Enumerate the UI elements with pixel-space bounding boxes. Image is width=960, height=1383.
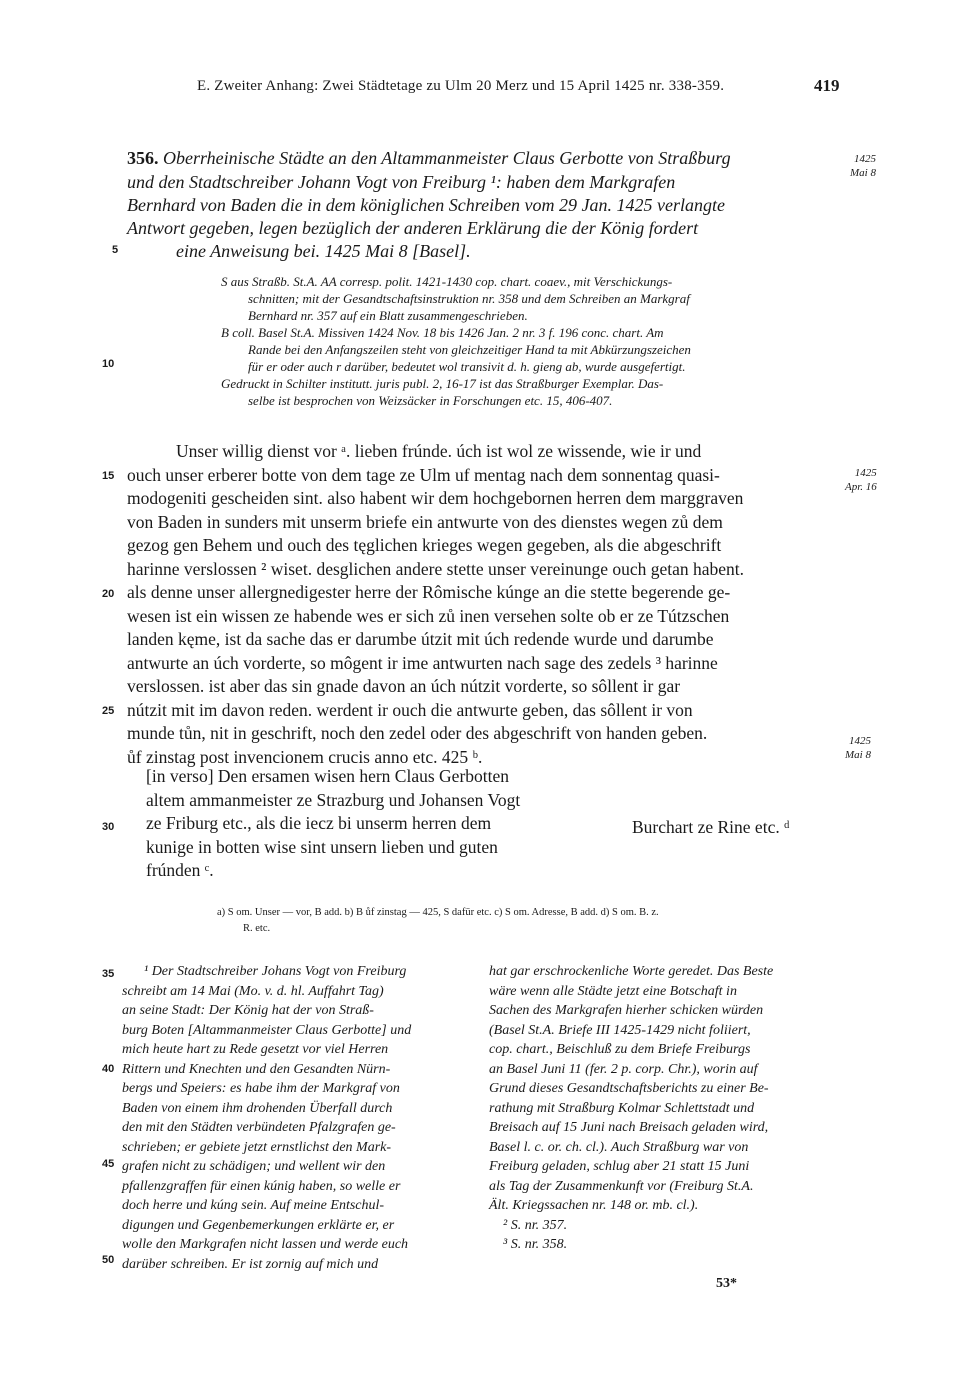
- footnotes-right: [489, 962, 773, 1255]
- footnote-line: ¹ Der Stadtschreiber Johans Vogt von Freiburg: [144, 964, 407, 979]
- footnote-line: schreibt am 14 Mai (Mo. v. d. hl. Auffahrt Tag): [122, 983, 384, 999]
- doc-heading-line-1: 356. Oberrheinische Städte an den Altammanmeister Claus Gerbotte von Straßburg: [127, 148, 731, 168]
- body-line: ůf zinstag post invencionem crucis anno etc. 425 ᵇ.: [127, 746, 483, 767]
- doc-heading-line-3: Bernhard von Baden die in dem königlichen Schreiben vom 29 Jan. 1425 verlangte: [127, 195, 726, 215]
- footnote-line: digungen und Gegenbemerkungen erklärte er, er: [122, 1217, 395, 1233]
- doc-number: 356.: [127, 148, 159, 168]
- line-number: 15: [102, 470, 115, 482]
- footnote-line: den mit den Städten verbündeten Pfalzgrafen ge-: [122, 1120, 396, 1135]
- doc-heading-line-2: und den Stadtschreiber Johann Vogt von Freiburg ¹: haben dem Markgrafen: [127, 172, 676, 192]
- footnotes-left: [122, 962, 411, 1274]
- body-date-margin-1: 1425 Apr. 16: [845, 467, 877, 493]
- footnote-line: schrieben; er gebiete jetzt ernstlichst den Mark-: [122, 1139, 392, 1155]
- address-block: [146, 765, 520, 883]
- body-line: modogeniti gescheiden sint. also habent wir dem hochgebornen herren dem marggraven: [127, 488, 744, 508]
- footnote-line: wolle den Markgrafen nicht lassen und werde euch: [122, 1237, 409, 1252]
- body-line: verslossen. ist aber das sin gnade davon an úch nútzit vorderte, so sôllent ir gar: [127, 676, 681, 696]
- source-line: Gedruckt in Schilter institutt. juris publ. 2, 16-17 ist das Straßburger Exemplar. Das-: [221, 376, 664, 391]
- body-line: von Baden in sunders mit unserm briefe ein antwurte von des dienstes wegen zů dem: [127, 511, 723, 532]
- footnote-line: darüber schreiben. Er ist zornig auf mich und: [122, 1256, 379, 1272]
- body-line: gezog gen Behem und ouch des tęglichen krieges wegen gegeben, als die abgeschrift: [127, 535, 722, 555]
- running-title: E. Zweiter Anhang: Zwei Städtetage zu Ulm 20 Merz und 15 April 1425 nr. 338-359.: [197, 78, 725, 94]
- body-date-margin-2: 1425 Mai 8: [845, 735, 871, 761]
- footnote-line: grafen nicht zu schädigen; und wellent wir den: [122, 1159, 386, 1174]
- footnote-line: Rittern und Knechten und den Gesandten Nürn-: [122, 1061, 391, 1077]
- line-number: 20: [102, 588, 115, 600]
- line-number: 10: [102, 358, 115, 370]
- doc-heading-line-5: eine Anweisung bei. 1425 Mai 8 [Basel].: [176, 241, 471, 261]
- source-line: S aus Straßb. St.A. AA corresp. polit. 1421-1430 cop. chart. coaev., mit Verschickungs-: [221, 274, 673, 289]
- body-line: harinne verslossen ² wiset. desglichen andere stette unser vereinunge ouch getan habent.: [127, 558, 745, 579]
- footnote-line: pfallenzgraffen für einen kúnig haben, so welle er: [122, 1178, 401, 1194]
- source-line: schnitten; mit der Gesandtschaftsinstruktion nr. 358 und dem Schreiben an Markgraf: [248, 291, 690, 306]
- footnote-line: Sachen des Markgrafen hierher schicken würden: [489, 1003, 764, 1018]
- body-line: antwurte an úch vorderte, so môgent ir ime antwurten nach sage des zedels ³ harinne: [127, 652, 718, 673]
- footnote-line: Breisach auf 15 Juni nach Breisach geladen wird,: [489, 1120, 769, 1135]
- body-line: wesen ist ein wissen ze habende wes er sich zů inen versehen solte ob er ze Tútzschen: [127, 605, 730, 626]
- footnote-line: Freiburg geladen, schlug aber 21 statt 15 Juni: [489, 1159, 750, 1174]
- footnote-line: wäre wenn alle Städte jetzt eine Botschaft in: [489, 983, 737, 999]
- footnote-line: Grund dieses Gesandtschaftsberichts zu einer Be-: [489, 1081, 769, 1096]
- address-line: altem ammanmeister ze Strazburg und Johansen Vogt: [146, 789, 521, 810]
- body-line: nútzit mit im davon reden. werdent ir ouch die antwurte geben, das sôllent ir von: [127, 699, 693, 720]
- body-line: landen kęme, ist da sache das er darumbe útzit mit úch redende wurde und darumbe: [127, 629, 714, 649]
- footnote-line: rathung mit Straßburg Kolmar Schlettstadt und: [489, 1100, 755, 1116]
- source-line: B coll. Basel St.A. Missiven 1424 Nov. 18 bis 1426 Jan. 2 nr. 3 f. 196 conc. chart. Am: [221, 325, 664, 340]
- variant-notes: [217, 905, 659, 937]
- address-line: frúnden ᶜ.: [146, 860, 214, 880]
- footnote-line: mich heute hart zu Rede gesetzt vor viel Herren: [122, 1042, 389, 1057]
- address-line: ze Friburg etc., als die iecz bi unserm herren dem: [146, 813, 492, 833]
- source-notes: [221, 273, 691, 409]
- footnote-line: ³ S. nr. 358.: [503, 1237, 568, 1252]
- body-line: als denne unser allergnedigester herre der Rômische kúnge an die stette begerende ge-: [127, 582, 731, 602]
- footnote-line: burg Boten [Altammanmeister Claus Gerbotte] und: [122, 1022, 412, 1038]
- footnote-line: an Basel Juni 11 (fer. 2 p. corp. Chr.), worin auf: [489, 1061, 758, 1077]
- footnote-line: Baden von einem ihm drohenden Überfall durch: [122, 1100, 393, 1116]
- body-line: munde tůn, nit in geschrift, noch den zedel oder des abgeschrift von handen geben.: [127, 723, 708, 743]
- heading-date-margin: 1425 Mai 8: [850, 153, 876, 179]
- body-line: ouch unser erberer botte von dem tage ze Ulm uf mentag nach dem sonnentag quasi-: [127, 464, 720, 485]
- body-line: Unser willig dienst vor ᵃ. lieben frúnde. úch ist wol ze wissende, wie ir und: [176, 441, 702, 461]
- footnote-line: bergs und Speiers: es habe ihm der Markgraf von: [122, 1081, 400, 1096]
- footnote-line: ² S. nr. 357.: [503, 1217, 568, 1233]
- line-number: 5: [112, 244, 119, 256]
- footnote-line: an seine Stadt: Der König hat der von Straß-: [122, 1003, 374, 1018]
- line-number: 40: [102, 1063, 115, 1075]
- line-number: 25: [102, 705, 115, 717]
- source-line: Rande bei den Anfangszeilen steht von gleichzeitiger Hand ta mit Abkürzungszeichen: [248, 342, 691, 357]
- line-number: 50: [102, 1254, 115, 1266]
- footnote-line: hat gar erschrockenliche Worte geredet. Das Beste: [489, 964, 774, 979]
- variant-line: R. etc.: [243, 923, 271, 934]
- source-line: selbe ist besprochen von Weizsäcker in Forschungen etc. 15, 406-407.: [248, 393, 613, 408]
- footnote-line: cop. chart., Beischluß zu dem Briefe Freiburgs: [489, 1042, 751, 1057]
- address-line: [in verso] Den ersamen wisen hern Claus Gerbotten: [146, 766, 510, 786]
- footnote-line: Basel l. c. or. ch. cl.). Auch Straßburg war von: [489, 1139, 749, 1155]
- doc-heading-line-4: Antwort gegeben, legen bezüglich der anderen Erklärung die der König fordert: [127, 218, 699, 238]
- line-number: 45: [102, 1158, 115, 1170]
- signature: Burchart ze Rine etc. ᵈ: [632, 817, 790, 837]
- sheet-signature: 53*: [716, 1276, 737, 1291]
- address-line: kunige in botten wise sint unsern lieben und guten: [146, 836, 498, 857]
- footnote-line: Ält. Kriegssachen nr. 148 or. mb. cl.).: [489, 1198, 699, 1213]
- footnote-line: (Basel St.A. Briefe III 1425-1429 nicht foliiert,: [489, 1022, 751, 1038]
- page-number: 419: [814, 76, 840, 95]
- letter-body: [127, 440, 744, 769]
- source-line: Bernhard nr. 357 auf ein Blatt zusammengeschrieben.: [248, 308, 528, 323]
- footnote-line: als Tag der Zusammenkunft vor (Freiburg St.A.: [489, 1178, 754, 1194]
- variant-line: a) S om. Unser — vor, B add. b) B ůf zinstag — 425, S dafür etc. c) S om. Adresse, B add. d) S om. B. z.: [217, 907, 659, 918]
- footnote-line: doch herre und kúng sein. Auf meine Entschul-: [122, 1198, 385, 1213]
- source-line: für er oder auch r darüber, bedeutet wol transivit d. h. gieng ab, wurde ausgefertigt.: [248, 359, 686, 374]
- line-number: 35: [102, 968, 115, 980]
- line-number: 30: [102, 821, 115, 833]
